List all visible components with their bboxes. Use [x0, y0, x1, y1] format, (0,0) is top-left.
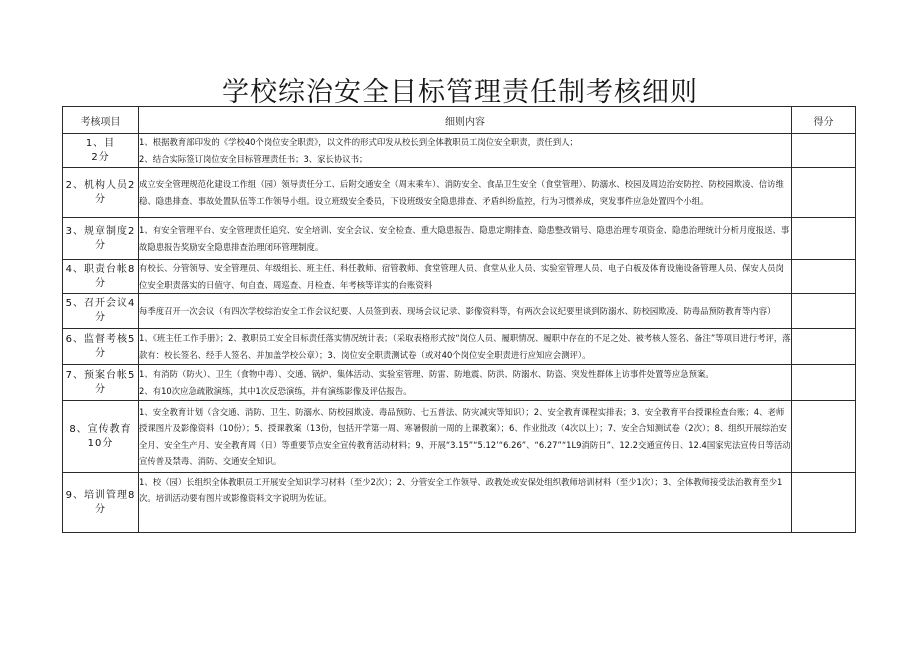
row-item [63, 260, 139, 294]
row-content [139, 401, 792, 473]
assessment-table [62, 106, 856, 533]
table-row [63, 218, 856, 260]
row-score[interactable] [792, 218, 856, 260]
row-item-line: 9、培训管理8分 [65, 489, 136, 515]
row-content-paragraph: 1、根据教育部印发的《学校40个岗位安全职责》，以文件的形式印发从校长到全体教职员工岗位安全职责，责任到人； [139, 137, 578, 148]
row-item [63, 365, 139, 401]
row-item-line: 4、职责台帐8分 [65, 263, 136, 289]
table-row [63, 473, 856, 533]
row-content-paragraph: 2、结合实际签订岗位安全目标管理责任书；3、家长协议书； [139, 153, 368, 164]
row-item [63, 134, 139, 168]
row-content [139, 134, 792, 168]
table-row [63, 260, 856, 294]
row-item [63, 294, 139, 329]
header-content: 细则内容 [139, 107, 792, 134]
row-item-line: 6、监督考核5分 [65, 333, 136, 359]
table-row [63, 134, 856, 168]
row-content [139, 329, 792, 365]
table-row [63, 365, 856, 401]
table-row [63, 168, 856, 218]
row-score[interactable] [792, 473, 856, 533]
row-item [63, 401, 139, 473]
row-score[interactable] [792, 168, 856, 218]
row-item [63, 218, 139, 260]
table-row [63, 329, 856, 365]
row-content [139, 218, 792, 260]
row-content-paragraph: 1、《班主任工作手册》；2、教职员工安全目标责任落实情况统计表；（采取表格形式按“岗位人员、履职情况、履职中存在的不足之处、被考核人签名、备注”等项目进行考评，落款有：校长签名、经手人签名、并加盖学校公章）；3、岗位安全职责测试卷（或对40个岗位安全职责进行应知应会测评）。 [139, 333, 791, 360]
table-row [63, 294, 856, 329]
row-item [63, 168, 139, 218]
row-score[interactable] [792, 134, 856, 168]
row-content-paragraph: 2、有10次应急疏散演练，其中1次反恐演练，并有演练影像及评估报告。 [139, 385, 412, 396]
row-item-line: 7、预案台帐5分 [65, 369, 136, 395]
row-content-paragraph: 1、有消防（防火）、卫生（食物中毒）、交通、锅炉、集体活动、实验室管理、防雷、防地震、防洪、防溺水、防盗、突发性群体上访事件处置等应急预案。 [139, 369, 714, 380]
row-item-line: 8、宣传教育10分 [69, 423, 132, 449]
row-item-line: 2、机构人员2分 [65, 179, 136, 205]
row-score[interactable] [792, 401, 856, 473]
row-item-line: 3、规章制度2分 [65, 225, 136, 251]
row-content [139, 365, 792, 401]
row-item-line: 1、目 [85, 137, 116, 149]
row-content-paragraph: 成立安全管理规范化建设工作组（园）领导责任分工、后附交通安全（周末乘车）、消防安全、食品卫生安全（食堂管理）、防溺水、校园及周边治安防控、防校园欺凌、信访维稳、隐患排查、事故处置队伍等工作领导小组。设立班级安全委员，下设班级安全隐患排查、矛盾纠纷监控，行为习惯养成，突发事件应急处置四个小组。 [139, 179, 784, 206]
table-header-row [63, 107, 856, 134]
row-content-paragraph: 有校长、分管领导、安全管理员、年级组长、班主任、科任教师、宿管教师、食堂管理人员、食堂从业人员、实验室管理人员、电子白板及体育设施设备管理人员、保安人员岗位安全职责落实的日值守、旬自查、周巡查、月检查、年考核等详实的台账资料 [139, 263, 784, 290]
row-score[interactable] [792, 329, 856, 365]
header-item: 考核项目 [63, 107, 139, 134]
row-content [139, 294, 792, 329]
row-content [139, 473, 792, 533]
row-content [139, 168, 792, 218]
row-score[interactable] [792, 294, 856, 329]
row-score[interactable] [792, 260, 856, 294]
row-content-paragraph: 每季度召开一次会议（有四次学校综治安全工作会议纪要、人员签到表、现场会议记录、影像资料等，有两次会议纪要里谈到防溺水、防校园欺凌、防毒品预防教育等内容） [139, 305, 776, 316]
row-item [63, 473, 139, 533]
row-content-paragraph: 1、安全教育计划（含交通、消防、卫生、防溺水、防校园欺凌、毒品预防、七五普法、防灾减灾等知识）；2、安全教育课程实排表；3、安全教育平台授课检查台账；4、老师授课图片及影像资料（10份）；5、授课教案（13份，包括开学第一周、寒暑假前一周的上课教案）；6、作业批改（4次以上）；7、安全合知测试卷（2次）；8、组织开展综治安全月、安全生产月、安全教育周（日）等重要节点安全宣传教育活动材料；9、开展“3.15”“5.12’“6.26”、“6.27”“1L9消防日”、12.2交通宣传日、12.4国家宪法宣传日等活动宣传普及禁毒、消防、交通安全知识。 [139, 407, 791, 466]
row-content [139, 260, 792, 294]
header-score: 得分 [792, 107, 856, 134]
table-row [63, 401, 856, 473]
row-content-paragraph: 1、校（园）长组织全体教职员工开展安全知识学习材料（至少2次）；2、分管安全工作领导、政教处或安保处组织教师培训材料（至少1次）；3、全体教师接受法治教育至少1次。培训活动要有图片或影像资料文字说明为佐证。 [139, 477, 783, 504]
document-title: 学校综治安全目标管理责任制考核细则 [222, 77, 698, 108]
row-content-paragraph: 1、有安全管理平台、安全管理责任追究、安全培训、安全会议、安全检查、重大隐患报告、隐患定期排查、隐患整改销号、隐患治理专项资金、隐患治理统计分析月度报送、事故隐患报告奖励安全隐患排查治理闭环管理制度。 [139, 225, 790, 252]
row-item [63, 329, 139, 365]
row-item-line: 2分 [91, 151, 110, 163]
row-item-line: 5、召开会议4分 [65, 298, 136, 323]
row-score[interactable] [792, 365, 856, 401]
